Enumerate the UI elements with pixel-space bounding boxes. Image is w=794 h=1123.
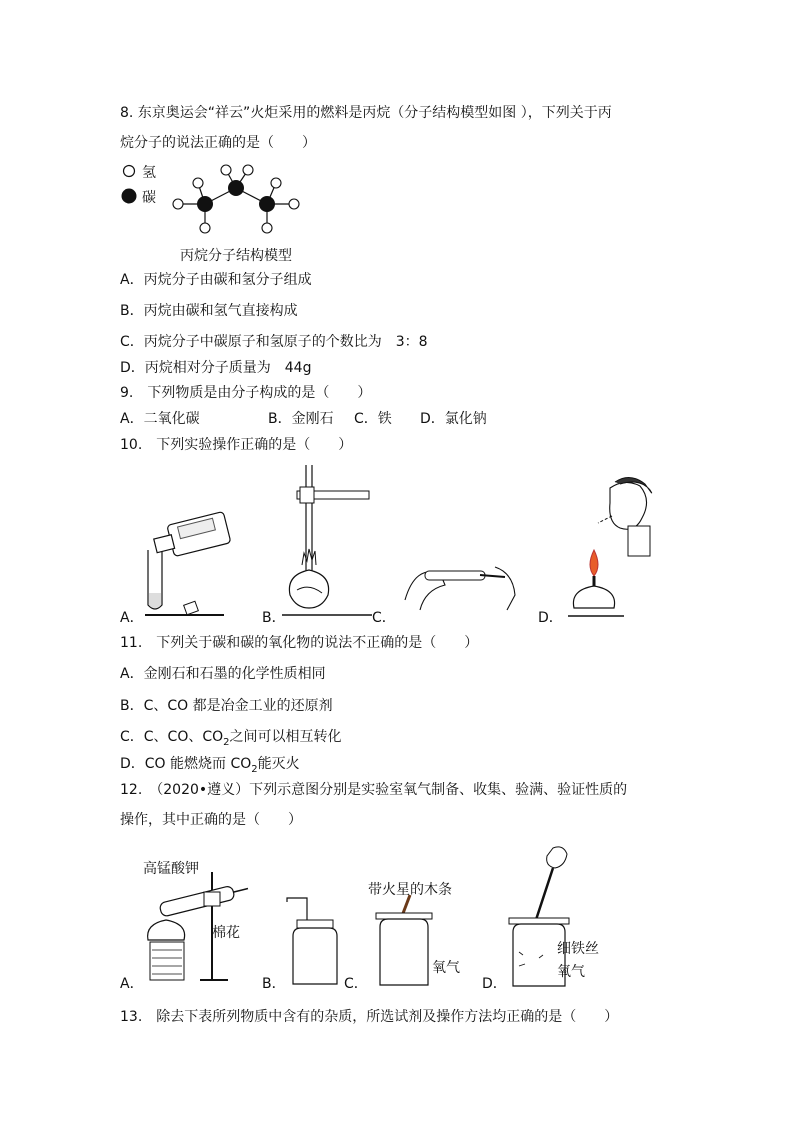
kmno4-label: 高锰酸钾: [143, 861, 199, 877]
q10-option-d: D．: [538, 610, 563, 626]
q8-option-b: B．丙烷由碳和氢气直接构成: [120, 303, 298, 319]
blowing-lamp-figure: [560, 478, 660, 618]
q8-option-d: D．丙烷相对分子质量为 44g: [120, 360, 312, 376]
q12-option-a: A．: [120, 976, 144, 992]
q11-stem: 11. 下列关于碳和碳的氧化物的说法不正确的是（ ）: [120, 635, 479, 651]
q9-option-b: B．金刚石: [268, 411, 334, 427]
gas-collection-figure: [285, 898, 345, 988]
q11-option-a: A．金刚石和石墨的化学性质相同: [120, 666, 326, 682]
cotton-label: 棉花: [212, 925, 240, 941]
q8-option-c: C．丙烷分子中碳原子和氢原子的个数比为 3：8: [120, 334, 428, 350]
oxygen-label-c: 氧气: [432, 960, 460, 976]
clamp-lamp-figure: [282, 465, 377, 620]
q12-stem-line1: 12. （2020•遵义）下列示意图分别是实验室氧气制备、收集、验满、验证性质的: [120, 782, 628, 798]
propane-model-caption: 丙烷分子结构模型: [180, 248, 292, 264]
q9-option-c: C．铁: [354, 411, 392, 427]
oxygen-label-d: 氧气: [557, 964, 585, 980]
q11-option-c: C．C、CO、$CO_2$之间可以相互转化: [120, 729, 342, 748]
q11-option-d: D．CO 能燃烧而 $CO_2$能灭火: [120, 756, 300, 775]
q8-option-a: A．丙烷分子由碳和氢分子组成: [120, 272, 312, 288]
carbon-atom: [228, 180, 244, 196]
q9-option-a: A．二氧化碳: [120, 411, 200, 427]
legend-hydrogen-label: 氢: [142, 165, 156, 181]
q12-option-d: D．: [482, 976, 507, 992]
q10-option-c: C．: [372, 610, 396, 626]
q12-option-b: B．: [262, 976, 286, 992]
q8-stem-line1: 8. 东京奥运会“祥云”火炬采用的燃料是丙烷（分子结构模型如图 ），下列关于丙: [120, 105, 612, 121]
q10-option-b: B．: [262, 610, 286, 626]
q8-stem-line2: 烷分子的说法正确的是（ ）: [120, 135, 316, 151]
q11-option-b: B．C、CO 都是冶金工业的还原剂: [120, 698, 333, 714]
q9-stem: 9. 下列物质是由分子构成的是（ ）: [120, 385, 372, 401]
q13-stem: 13. 除去下表所列物质中含有的杂质，所选试剂及操作方法均正确的是（ ）: [120, 1009, 619, 1025]
q10-option-a: A．: [120, 610, 144, 626]
legend-carbon-label: 碳: [142, 190, 156, 206]
iron-wire-label: 细铁丝: [557, 941, 599, 957]
carbon-atom: [259, 196, 275, 212]
q9-option-d: D．氯化钠: [420, 411, 487, 427]
q12-stem-line2: 操作，其中正确的是（ ）: [120, 812, 302, 828]
glowing-splint-label: 带火星的木条: [368, 882, 452, 898]
q10-stem: 10. 下列实验操作正确的是（ ）: [120, 437, 353, 453]
carbon-atom: [197, 196, 213, 212]
pouring-liquid-figure: [140, 505, 230, 620]
q12-option-c: C．: [344, 976, 368, 992]
test-tube-hands-figure: [395, 555, 525, 615]
